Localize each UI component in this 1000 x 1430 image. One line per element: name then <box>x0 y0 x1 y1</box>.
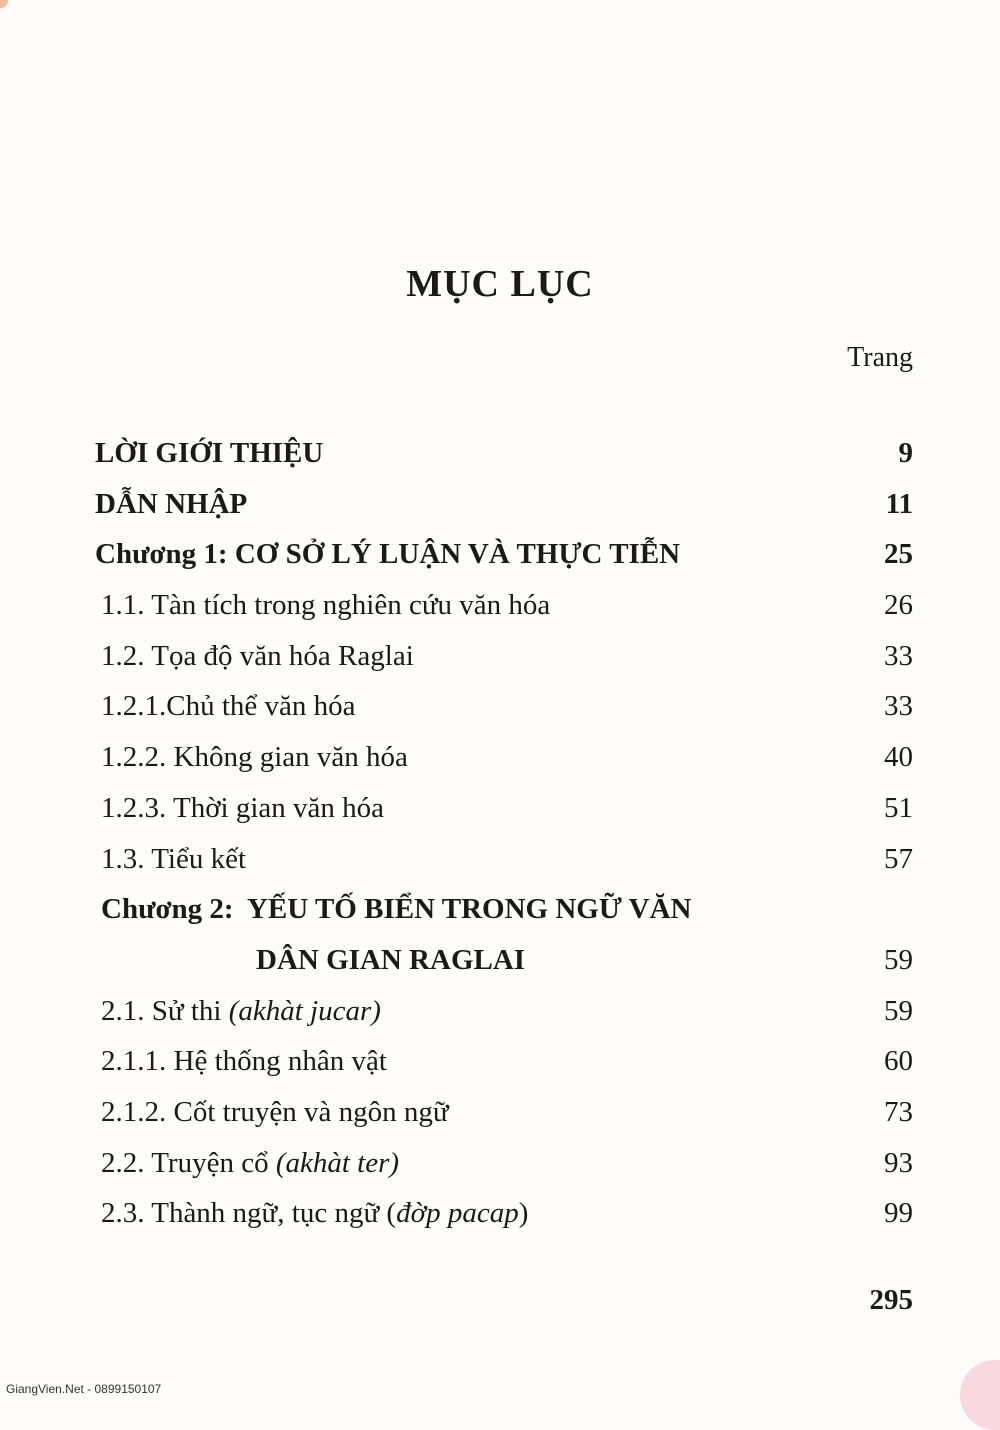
toc-entry-italic: (akhàt ter) <box>275 1146 400 1179</box>
page-column-label: Trang <box>847 342 913 373</box>
toc-entry-2-2[interactable] <box>95 1138 915 1189</box>
toc-entry-label: 1.3. Tiểu kết <box>101 842 247 875</box>
toc-entry-1-2[interactable] <box>95 631 915 682</box>
toc-entry-label: 2.1. Sử thi (akhàt jucar) <box>101 994 381 1027</box>
toc-entry-label: DÂN GIAN RAGLAI <box>256 943 526 976</box>
toc-entry-italic: đờp pacap <box>396 1197 519 1230</box>
toc-entry-label: 1.1. Tàn tích trong nghiên cứu văn hóa <box>101 589 551 622</box>
toc-entry-label: Chương 1: CƠ SỞ LÝ LUẬN VÀ THỰC TIỄN <box>95 538 681 571</box>
toc-entry-1-1[interactable] <box>95 580 915 631</box>
toc-entry-page: 57 <box>884 842 913 875</box>
toc-entry-label: 1.2.2. Không gian văn hóa <box>101 741 408 774</box>
page-title: MỤC LỤC <box>406 263 594 305</box>
toc-entry-label: 1.2.3. Thời gian văn hóa <box>101 791 385 824</box>
table-of-contents <box>95 428 915 1239</box>
toc-entry-italic: (akhàt jucar) <box>228 994 381 1027</box>
toc-entry-page: 93 <box>884 1146 913 1179</box>
corner-highlight-mark <box>960 1360 1000 1430</box>
toc-entry-page: 59 <box>884 943 913 976</box>
toc-entry-page: 99 <box>884 1197 913 1230</box>
toc-entry-page: 33 <box>884 639 913 672</box>
toc-entry-page: 73 <box>884 1095 913 1128</box>
toc-entry-label: 1.2.1.Chủ thể văn hóa <box>101 690 356 723</box>
toc-entry-label: LỜI GIỚI THIỆU <box>95 437 324 469</box>
toc-entry-1-2-3[interactable] <box>95 783 915 834</box>
toc-entry-page: 25 <box>884 538 913 571</box>
toc-entry-page: 40 <box>884 741 913 774</box>
toc-entry-page: 33 <box>884 690 913 723</box>
toc-entry-1-2-2[interactable] <box>95 732 915 783</box>
toc-entry-2-1[interactable] <box>95 986 915 1037</box>
toc-entry-label: Chương 2: YẾU TỐ BIỂN TRONG NGỮ VĂN <box>101 893 692 926</box>
toc-entry-page: 9 <box>898 437 913 469</box>
toc-entry-label: 2.1.2. Cốt truyện và ngôn ngữ <box>101 1095 449 1128</box>
toc-entry-page: 26 <box>884 589 913 622</box>
toc-entry-page: 11 <box>885 487 913 520</box>
toc-entry-page: 60 <box>884 1045 913 1078</box>
toc-entry-label: 2.1.1. Hệ thống nhân vật <box>101 1045 387 1078</box>
toc-entry-1-3[interactable] <box>95 834 915 885</box>
watermark-text: GiangVien.Net - 0899150107 <box>6 1382 162 1396</box>
toc-entry-loi-gioi-thieu[interactable] <box>95 428 915 479</box>
toc-entry-1-2-1[interactable] <box>95 681 915 732</box>
toc-entry-2-1-1[interactable] <box>95 1036 915 1087</box>
toc-entry-dan-nhap[interactable] <box>95 479 915 530</box>
toc-entry-label: DẪN NHẬP <box>95 487 248 520</box>
toc-entry-label: 1.2. Tọa độ văn hóa Raglai <box>101 639 414 672</box>
corner-stain-mark <box>0 0 8 8</box>
toc-entry-chuong-2-continued[interactable] <box>95 935 915 986</box>
toc-entry-chuong-1[interactable] <box>95 529 915 580</box>
toc-entry-label: 2.2. Truyện cổ (akhàt ter) <box>101 1146 400 1179</box>
toc-entry-label: 2.3. Thành ngữ, tục ngữ (đờp pacap) <box>101 1197 529 1230</box>
toc-entry-2-3[interactable] <box>95 1188 915 1239</box>
toc-entry-page: 51 <box>884 791 913 824</box>
toc-entry-2-1-2[interactable] <box>95 1087 915 1138</box>
toc-entry-chuong-2[interactable] <box>95 884 915 935</box>
page-number: 295 <box>869 1284 913 1316</box>
toc-entry-page: 59 <box>884 994 913 1027</box>
